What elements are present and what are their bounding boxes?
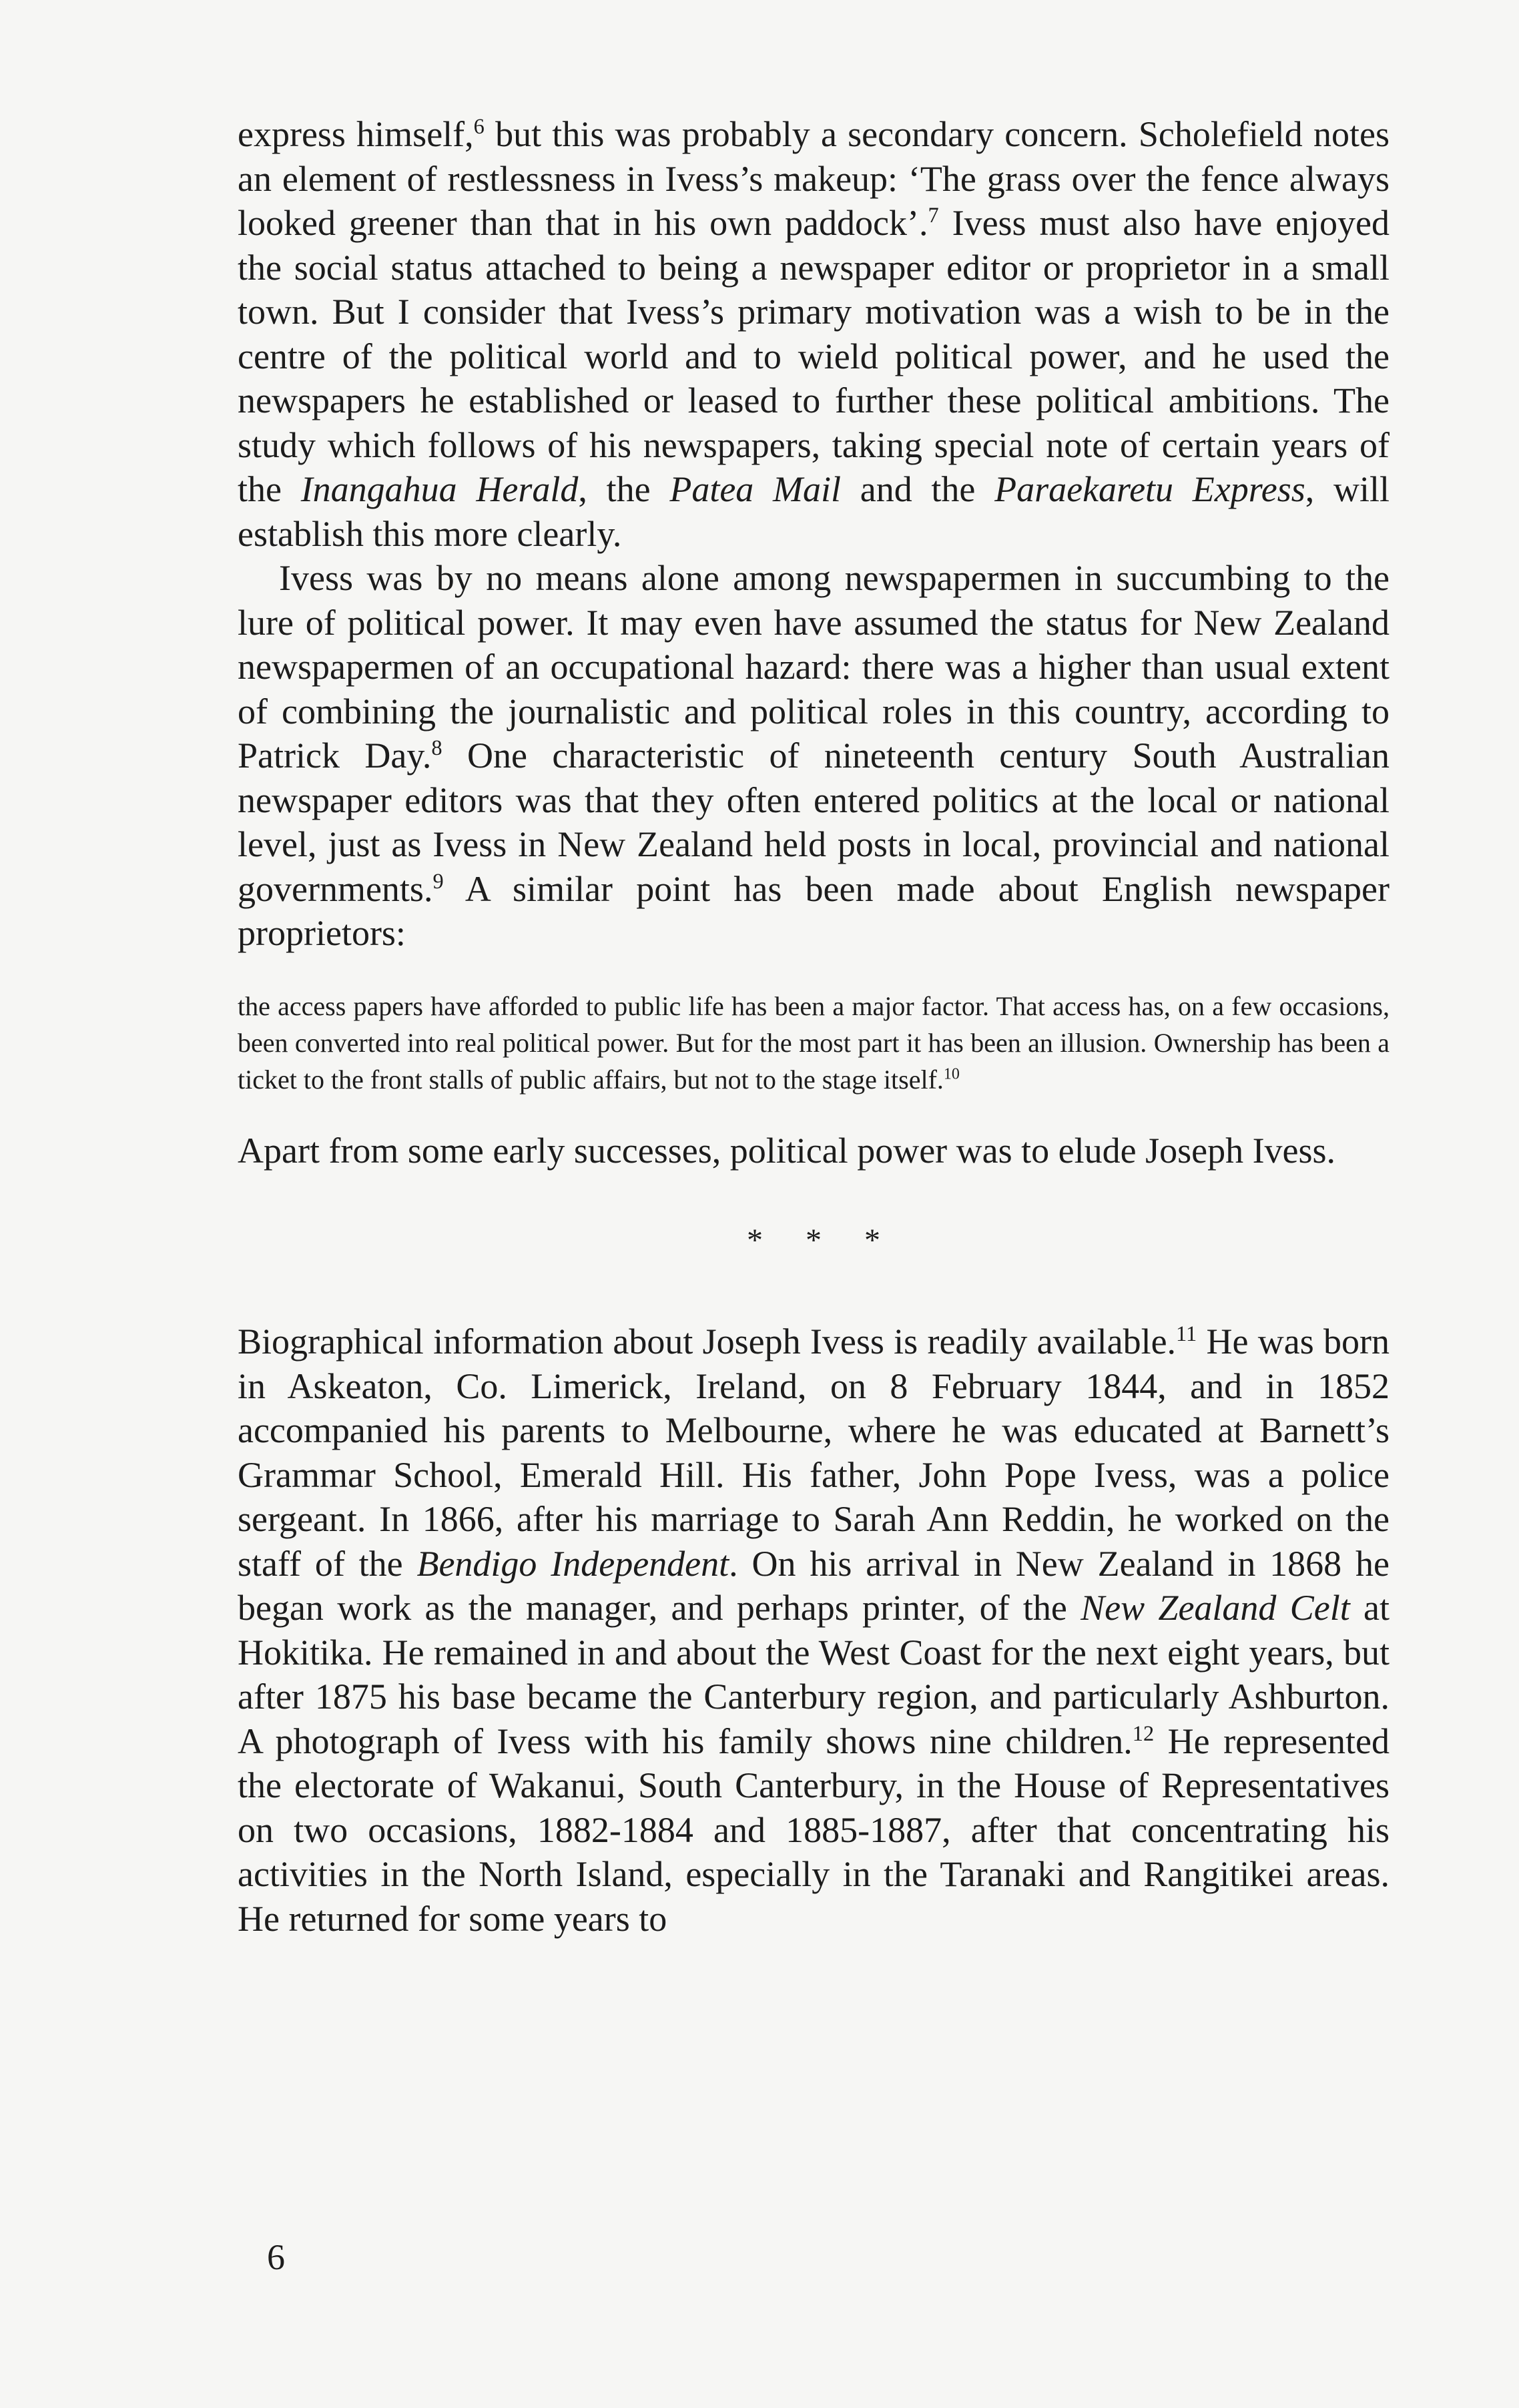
footnote-ref: 10 bbox=[943, 1065, 960, 1083]
text-run: A similar point has been made about English newspaper proprietors: bbox=[238, 868, 1390, 953]
page-body bbox=[238, 112, 1390, 1941]
text-run: Ivess was by no means alone among newspapermen in succumbing to the lure of political power. It may even have assumed the status for New Zealand newspapermen of an occupational hazard: there was a higher than usual extent of combining the journalistic and political roles in this country, according to Patrick Day. bbox=[238, 558, 1390, 776]
quote-text: the access papers have afforded to public life has been a major factor. That access has, on a few occasions, been converted into real political power. But for the most part it has been an illusion. Ownership has been a ticket to the front stalls of public affairs, but not to the stage itself. bbox=[238, 990, 1390, 1095]
separator-asterisk: * bbox=[806, 1223, 822, 1258]
paragraph-1 bbox=[238, 112, 1390, 556]
separator-asterisk: * bbox=[747, 1223, 763, 1258]
newspaper-title: Paraekaretu Express bbox=[994, 469, 1305, 509]
paragraph-2 bbox=[238, 556, 1390, 956]
block-quote bbox=[238, 988, 1390, 1098]
text-run: but this was probably a secondary concern. Scholefield notes an element of restlessness in Ivess’s makeup: ‘The grass over the fence always looked greener than that in his own paddock’. bbox=[238, 114, 1390, 243]
text-run: and the bbox=[841, 469, 995, 509]
paragraph-3 bbox=[238, 1129, 1390, 1173]
newspaper-title: Bendigo Independent bbox=[416, 1543, 729, 1584]
text-run: He represented the electorate of Wakanui, South Canterbury, in the House of Representatives on two occasions, 1882-1884 and 1885-1887, after that concentrating his activities in the North Island, especially in the Taranaki and Rangitikei areas. He returned for some years to bbox=[238, 1721, 1390, 1939]
text-run: express himself, bbox=[238, 114, 474, 154]
text-run: Ivess must also have enjoyed the social status attached to being a newspaper editor or proprietor in a small town. But I consider that Ivess’s primary motivation was a wish to be in the centre of the political world and to wield political power, and he used the newspapers he established or leased to further these political ambitions. The study which follows of his newspapers, taking special note of certain years of the bbox=[238, 203, 1390, 509]
footnote-ref: 9 bbox=[432, 869, 444, 894]
footnote-ref: 8 bbox=[431, 736, 442, 760]
text-run: at Hokitika. He remained in and about the West Coast for the next eight years, but after 1875 his base became the Canterbury region, and particularly Ashburton. A photograph of Ivess with his family shows nine children. bbox=[238, 1588, 1390, 1761]
newspaper-title: Inangahua Herald bbox=[300, 469, 579, 509]
text-run: . On his arrival in New Zealand in 1868 he began work as the manager, and perhaps printer, of the bbox=[238, 1543, 1390, 1628]
separator-asterisk: * bbox=[864, 1223, 880, 1258]
text-run: Apart from some early successes, political power was to elude Joseph Ivess. bbox=[238, 1130, 1336, 1171]
footnote-ref: 6 bbox=[473, 115, 485, 139]
text-run: One characteristic of nineteenth century South Australian newspaper editors was that they often entered politics at the local or national level, just as Ivess in New Zealand held posts in local, provincial and national governments. bbox=[238, 735, 1390, 909]
text-run: He was born in Askeaton, Co. Limerick, Ireland, on 8 February 1844, and in 1852 accompanied his parents to Melbourne, where he was educated at Barnett’s Grammar School, Emerald Hill. His father, John Pope Ivess, was a police sergeant. In 1866, after his marriage to Sarah Ann Reddin, he worked on the staff of the bbox=[238, 1321, 1390, 1584]
footnote-ref: 12 bbox=[1132, 1721, 1155, 1746]
paragraph-4 bbox=[238, 1319, 1390, 1941]
text-run: Biographical information about Joseph Ivess is readily available. bbox=[238, 1321, 1177, 1362]
footnote-ref: 11 bbox=[1176, 1322, 1197, 1346]
text-run: , the bbox=[578, 469, 670, 509]
section-separator bbox=[238, 1221, 1390, 1261]
newspaper-title: New Zealand Celt bbox=[1081, 1588, 1350, 1628]
footnote-ref: 7 bbox=[928, 204, 939, 228]
page-number: 6 bbox=[267, 2237, 285, 2277]
text-run: , will establish this more clearly. bbox=[238, 469, 1390, 554]
newspaper-title: Patea Mail bbox=[669, 469, 841, 509]
